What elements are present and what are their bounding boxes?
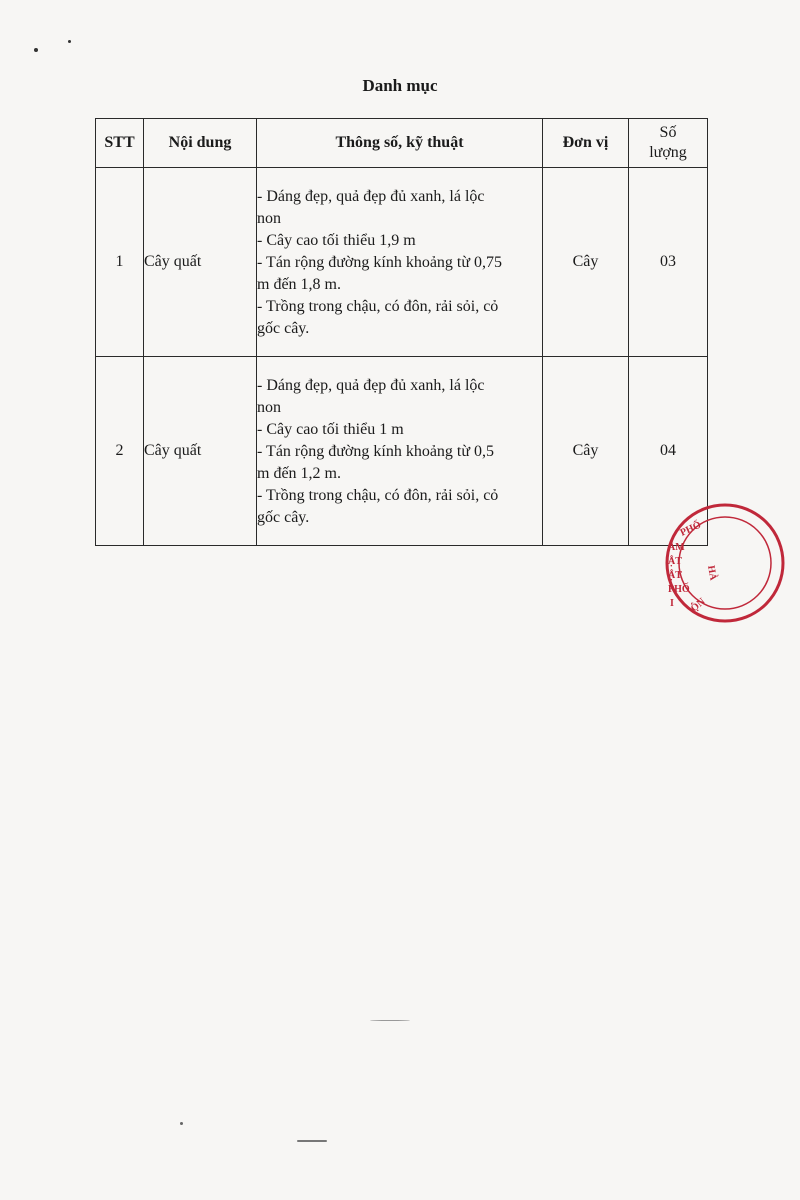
svg-text:PHỐ: PHỐ	[668, 584, 690, 595]
row-stt: 1	[96, 168, 144, 357]
svg-text:PHỐ: PHỐ	[678, 519, 703, 539]
svg-text:ẬT: ẬT	[668, 556, 682, 567]
header-content: Nội dung	[144, 119, 257, 168]
spec-line: - Cây cao tối thiểu 1,9 m	[257, 232, 416, 249]
table-row	[96, 357, 708, 546]
header-quantity-line1: Số	[659, 124, 677, 141]
scan-speck	[68, 40, 71, 43]
row-specs	[257, 168, 543, 357]
spec-line: m đến 1,8 m.	[257, 276, 341, 293]
spec-line: gốc cây.	[257, 509, 310, 526]
spec-line: - Tán rộng đường kính khoảng từ 0,5	[257, 443, 495, 460]
svg-text:ÂM: ÂM	[668, 542, 685, 553]
table-row	[96, 168, 708, 357]
svg-text:ỘN: ỘN	[688, 596, 708, 615]
row-specs	[257, 357, 543, 546]
scan-speck	[297, 1140, 327, 1142]
spec-line: - Cây cao tối thiểu 1 m	[257, 421, 404, 438]
table-header-row	[96, 119, 708, 168]
spec-line: - Dáng đẹp, quả đẹp đủ xanh, lá lộc	[257, 377, 485, 394]
scan-speck	[370, 1020, 410, 1021]
spec-line: - Dáng đẹp, quả đẹp đủ xanh, lá lộc	[257, 188, 485, 205]
header-stt: STT	[96, 119, 144, 168]
spec-line: - Trồng trong chậu, có đôn, rải sỏi, cỏ	[257, 487, 499, 504]
official-seal-stamp	[660, 498, 790, 628]
spec-line: - Tán rộng đường kính khoảng từ 0,75	[257, 254, 503, 271]
row-content: Cây quất	[144, 357, 257, 546]
spec-line: gốc cây.	[257, 320, 310, 337]
row-unit: Cây	[543, 168, 629, 357]
row-unit: Cây	[543, 357, 629, 546]
header-quantity	[629, 119, 708, 168]
svg-text:ẬT: ẬT	[668, 570, 682, 581]
document-title: Danh mục	[362, 76, 438, 95]
row-stt: 2	[96, 357, 144, 546]
scan-speck	[34, 48, 38, 52]
header-specs: Thông số, kỹ thuật	[257, 119, 543, 168]
spec-line: non	[257, 210, 281, 227]
catalog-table	[95, 118, 708, 546]
spec-line: - Trồng trong chậu, có đôn, rải sỏi, cỏ	[257, 298, 499, 315]
header-unit: Đơn vị	[543, 119, 629, 168]
svg-text:HÀ: HÀ	[705, 564, 719, 582]
scan-speck	[180, 1122, 183, 1125]
spec-line: m đến 1,2 m.	[257, 465, 341, 482]
header-quantity-line2: lượng	[649, 144, 687, 161]
svg-text:I: I	[670, 598, 674, 609]
row-quantity: 04	[629, 357, 708, 546]
row-content: Cây quất	[144, 168, 257, 357]
spec-line: non	[257, 399, 281, 416]
row-quantity: 03	[629, 168, 708, 357]
